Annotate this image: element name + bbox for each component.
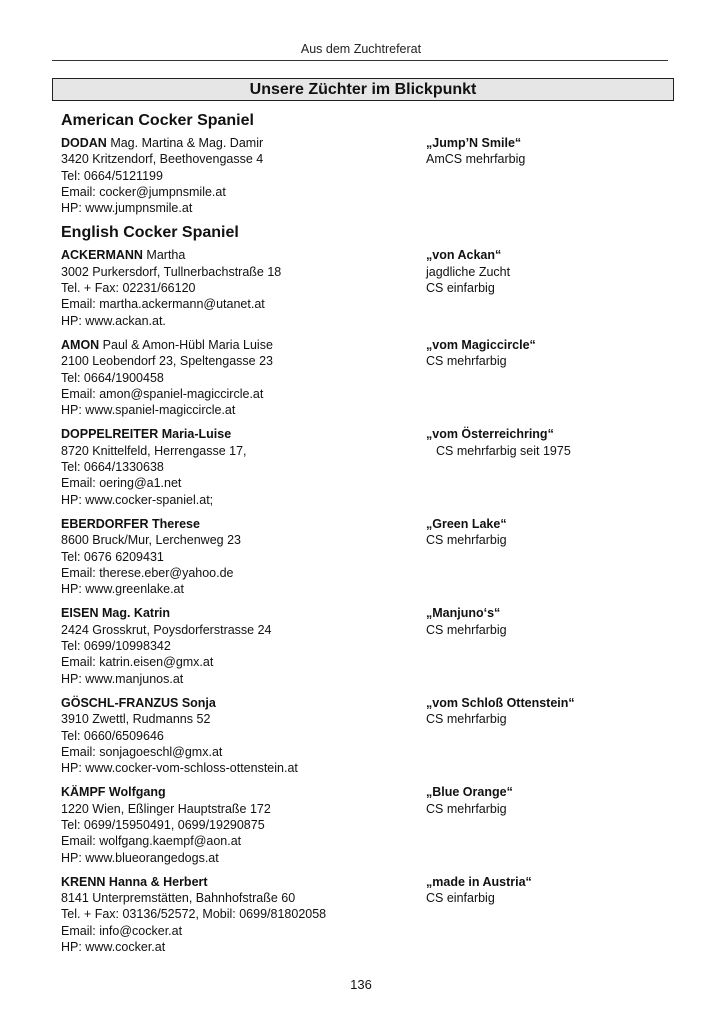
breeder-phone: Tel: 0664/1330638 xyxy=(61,460,164,475)
kennel-info xyxy=(426,337,676,418)
kennel-description: CS mehrfarbig seit 1975 xyxy=(436,443,571,458)
breeder-email: Email: sonjagoeschl@gmx.at xyxy=(61,744,223,759)
breeder-address: 8720 Knittelfeld, Herrengasse 17, xyxy=(61,443,247,458)
breeder-phone: Tel: 0676 6209431 xyxy=(61,549,164,564)
breeder-homepage: HP: www.ackan.at. xyxy=(61,313,166,328)
breeder-name: KRENN Hanna & Herbert xyxy=(61,874,208,889)
breeder-contact xyxy=(61,337,426,418)
breeder-entry xyxy=(61,605,681,686)
breeder-phone: Tel: 0660/6509646 xyxy=(61,728,164,743)
kennel-name: „vom Schloß Ottenstein“ xyxy=(426,695,575,710)
breeder-contact xyxy=(61,426,426,507)
breeder-homepage: HP: www.manjunos.at xyxy=(61,671,184,686)
kennel-name: „Manjuno‘s“ xyxy=(426,606,501,621)
breeder-address: 2100 Leobendorf 23, Speltengasse 23 xyxy=(61,354,273,369)
breeder-homepage: HP: www.cocker.at xyxy=(61,940,166,955)
breeder-name: ACKERMANN xyxy=(61,248,143,263)
kennel-description-secondary: CS einfarbig xyxy=(426,281,495,296)
kennel-info xyxy=(426,784,676,865)
kennel-info xyxy=(426,426,676,507)
kennel-description: CS mehrfarbig xyxy=(426,354,507,369)
kennel-description: CS einfarbig xyxy=(426,891,495,906)
breed-heading: English Cocker Spaniel xyxy=(61,224,239,242)
kennel-info xyxy=(426,695,676,776)
breeder-phone: Tel. + Fax: 02231/66120 xyxy=(61,281,196,296)
kennel-description: CS mehrfarbig xyxy=(426,533,507,548)
breeder-homepage: HP: www.spaniel-magiccircle.at xyxy=(61,403,236,418)
breeder-entry xyxy=(61,516,681,597)
breeder-homepage: HP: www.jumpnsmile.at xyxy=(61,201,193,216)
breeder-address: 8600 Bruck/Mur, Lerchenweg 23 xyxy=(61,533,241,548)
breeder-homepage: HP: www.cocker-spaniel.at; xyxy=(61,492,214,507)
breeder-contact xyxy=(61,784,426,865)
breeder-email: Email: amon@spaniel-magiccircle.at xyxy=(61,386,264,401)
section-banner: Unsere Züchter im Blickpunkt xyxy=(52,78,674,101)
breeder-entry xyxy=(61,135,681,216)
kennel-name: „Blue Orange“ xyxy=(426,785,513,800)
breeder-name: KÄMPF Wolfgang xyxy=(61,785,166,800)
page-header: Aus dem Zuchtreferat xyxy=(300,42,422,56)
breeder-address: 3910 Zwettl, Rudmanns 52 xyxy=(61,712,211,727)
breeder-list xyxy=(61,108,681,955)
breeder-name: DOPPELREITER Maria-Luise xyxy=(61,427,232,442)
breeder-given-names: Martha xyxy=(142,248,186,263)
kennel-info xyxy=(426,516,676,597)
kennel-name: „Jump’N Smile“ xyxy=(426,136,522,150)
breeder-address: 2424 Grosskrut, Poysdorferstrasse 24 xyxy=(61,622,272,637)
header-rule xyxy=(52,60,668,61)
breeder-homepage: HP: www.cocker-vom-schloss-ottenstein.at xyxy=(61,761,298,776)
breeder-name: DODAN xyxy=(61,136,107,150)
breeder-homepage: HP: www.greenlake.at xyxy=(61,582,184,597)
kennel-description: CS mehrfarbig xyxy=(426,622,507,637)
breeder-phone: Tel. + Fax: 03136/52572, Mobil: 0699/81802058 xyxy=(61,907,327,922)
breeder-contact xyxy=(61,874,426,955)
breeder-contact xyxy=(61,516,426,597)
kennel-name: „vom Österreichring“ xyxy=(426,427,554,442)
breeder-entry xyxy=(61,784,681,865)
breeder-given-names: Paul & Amon-Hübl Maria Luise xyxy=(99,337,273,352)
breeder-homepage: HP: www.blueorangedogs.at xyxy=(61,850,219,865)
kennel-name: „Green Lake“ xyxy=(426,516,507,531)
kennel-info xyxy=(426,135,676,216)
breeder-email: Email: oering@a1.net xyxy=(61,476,182,491)
breeder-contact xyxy=(61,695,426,776)
breeder-entry xyxy=(61,695,681,776)
kennel-name: „vom Magiccircle“ xyxy=(426,337,536,352)
kennel-description: AmCS mehrfarbig xyxy=(426,152,526,167)
breeder-name: EISEN Mag. Katrin xyxy=(61,606,171,621)
breeder-address: 1220 Wien, Eßlinger Hauptstraße 172 xyxy=(61,801,271,816)
breed-heading: American Cocker Spaniel xyxy=(61,112,254,129)
breeder-phone: Tel: 0664/1900458 xyxy=(61,370,164,385)
breeder-phone: Tel: 0664/5121199 xyxy=(61,168,163,183)
kennel-name: „made in Austria“ xyxy=(426,874,532,889)
breeder-contact xyxy=(61,605,426,686)
breeder-name: GÖSCHL-FRANZUS Sonja xyxy=(61,695,216,710)
kennel-info xyxy=(426,874,676,955)
breeder-email: Email: therese.eber@yahoo.de xyxy=(61,565,234,580)
breeder-contact xyxy=(61,247,426,328)
breeder-entry xyxy=(61,247,681,328)
breeder-entry xyxy=(61,337,681,418)
breeder-given-names: Mag. Martina & Mag. Damir xyxy=(106,136,264,150)
breeder-email: Email: martha.ackermann@utanet.at xyxy=(61,297,265,312)
breeder-entry xyxy=(61,874,681,955)
breeder-name: EBERDORFER Therese xyxy=(61,516,200,531)
kennel-description: jagdliche Zucht xyxy=(426,264,511,279)
breeder-contact xyxy=(61,135,426,216)
page-number: 136 xyxy=(350,977,372,992)
breeder-phone: Tel: 0699/15950491, 0699/19290875 xyxy=(61,817,265,832)
kennel-description: CS mehrfarbig xyxy=(426,712,507,727)
kennel-description: CS mehrfarbig xyxy=(426,801,507,816)
kennel-name: „von Ackan“ xyxy=(426,248,502,263)
kennel-info xyxy=(426,605,676,686)
kennel-info xyxy=(426,247,676,328)
breeder-address: 3002 Purkersdorf, Tullnerbachstraße 18 xyxy=(61,264,282,279)
breeder-email: Email: katrin.eisen@gmx.at xyxy=(61,655,214,670)
breeder-entry xyxy=(61,426,681,507)
breeder-name: AMON xyxy=(61,337,100,352)
breeder-email: Email: wolfgang.kaempf@aon.at xyxy=(61,834,242,849)
breeder-email: Email: info@cocker.at xyxy=(61,923,183,938)
breeder-phone: Tel: 0699/10998342 xyxy=(61,639,171,654)
breeder-address: 3420 Kritzendorf, Beethovengasse 4 xyxy=(61,152,264,167)
breeder-address: 8141 Unterpremstätten, Bahnhofstraße 60 xyxy=(61,891,296,906)
breeder-email: Email: cocker@jumpnsmile.at xyxy=(61,184,226,199)
